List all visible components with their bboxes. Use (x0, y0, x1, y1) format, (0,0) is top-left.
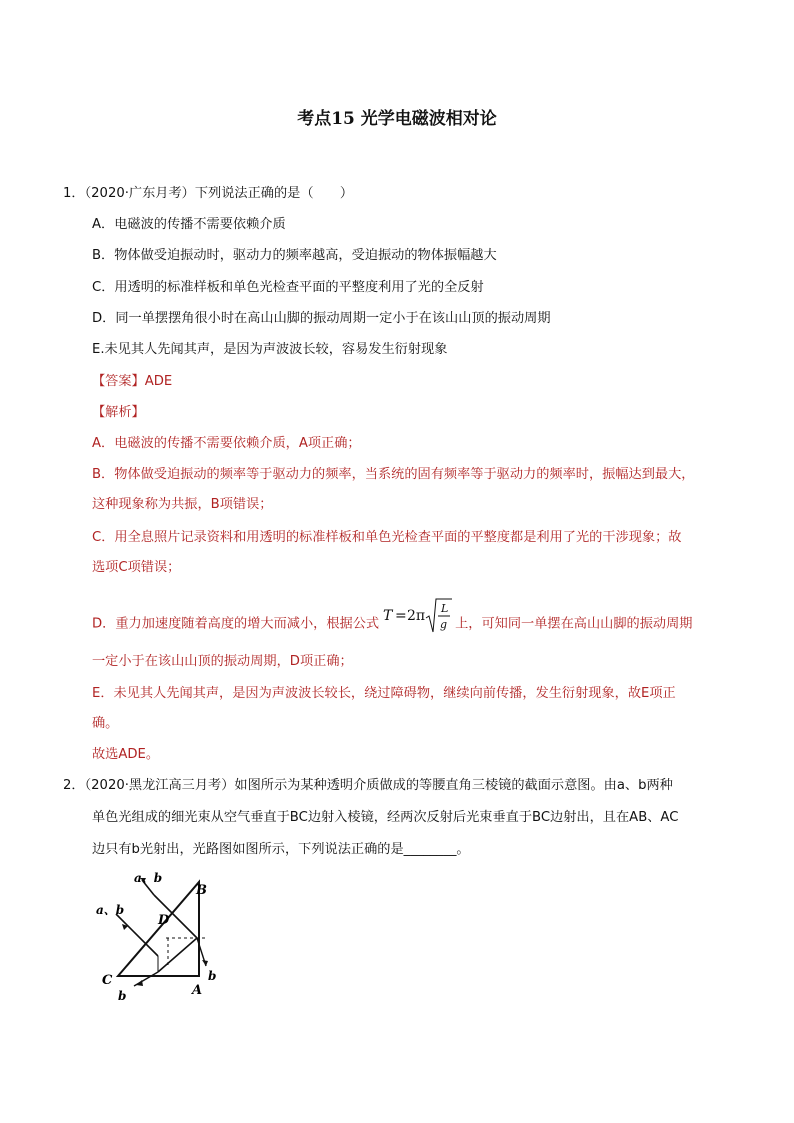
q1-answer: 【答案】ADE (92, 374, 173, 389)
question-2-line2: 单色光组成的细光束从空气垂直于BC边射入棱镜，经两次反射后光束垂直于BC边射出，且在AB、AC (92, 810, 679, 825)
pendulum-period-formula (381, 596, 453, 651)
q1-option-a: A．电磁波的传播不需要依赖介质 (92, 217, 286, 232)
prism-diagram (96, 868, 236, 1008)
prism-light-path-figure (96, 868, 236, 1008)
formula-coefficient: 2π (407, 608, 426, 624)
label-vertex-a: A (192, 983, 203, 998)
label-vertex-b: B (196, 883, 207, 898)
analysis-d-post-text: 上，可知同一单摆在高山山脚的振动周期 (455, 616, 693, 632)
question-1-stem: 1．（2020·广东月考）下列说法正确的是（ ） (63, 186, 354, 201)
q1-analysis-d-line1 (92, 596, 692, 651)
q1-analysis-label: 【解析】 (92, 405, 145, 420)
analysis-d-pre-text: D．重力加速度随着高度的增大而减小，根据公式 (92, 616, 380, 632)
page-title: 考点15 光学电磁波相对论 (297, 109, 497, 129)
q1-analysis-c-line2: 选项C项错误； (92, 560, 181, 575)
q1-analysis-c-line1: C．用全息照片记录资料和用透明的标准样板和单色光检查平面的平整度都是利用了光的干涉现象；故 (92, 530, 682, 545)
b-bottom-arrow-icon (136, 980, 143, 986)
incident-ray (116, 914, 158, 956)
q1-analysis-e-line1: E．未见其人先闻其声，是因为声波波长较长，绕过障碍物，继续向前传播，发生衍射现象，故E项正 (92, 686, 676, 701)
formula-denominator: g (440, 618, 448, 631)
label-vertex-c: C (102, 973, 113, 988)
q1-option-b: B．物体做受迫振动时，驱动力的频率越高，受迫振动的物体振幅越大 (92, 248, 497, 263)
q1-analysis-a: A．电磁波的传播不需要依赖介质，A项正确； (92, 436, 361, 451)
label-ab-left: a、b (96, 903, 125, 917)
question-2-line3: 边只有b光射出，光路图如图所示，下列说法正确的是________。 (92, 842, 470, 857)
q1-analysis-e-line2: 确。 (92, 716, 119, 731)
q1-analysis-b-line2: 这种现象称为共振，B项错误； (92, 497, 273, 512)
reflected-ray-right (158, 938, 197, 972)
q1-option-d: D．同一单摆摆角很小时在高山山脚的振动周期一定小于在该山山顶的振动周期 (92, 311, 551, 326)
label-b-bottom: b (118, 989, 127, 1003)
formula-svg (381, 596, 453, 636)
formula-equals: = (395, 608, 407, 624)
label-point-d: D (158, 913, 170, 928)
label-b-right: b (208, 969, 217, 983)
q1-analysis-b-line1: B．物体做受迫振动的频率等于驱动力的频率，当系统的固有频率等于驱动力的频率时，振幅达到最大， (92, 467, 695, 482)
q1-option-e: E.未见其人先闻其声，是因为声波波长较，容易发生衍射现象 (92, 342, 448, 357)
formula-numerator: L (441, 602, 449, 615)
q1-option-c: C．用透明的标准样板和单色光检查平面的平整度利用了光的全反射 (92, 280, 484, 295)
formula-lhs: T (383, 608, 393, 624)
question-2-line1: 2．（2020·黑龙江高三月考）如图所示为某种透明介质做成的等腰直角三棱镜的截面示意图。由a、b两种 (63, 778, 673, 793)
label-ab-top: a、b (134, 871, 163, 885)
q1-analysis-d-line2: 一定小于在该山山顶的振动周期，D项正确； (92, 654, 353, 669)
q1-conclusion: 故选ADE。 (92, 747, 160, 762)
